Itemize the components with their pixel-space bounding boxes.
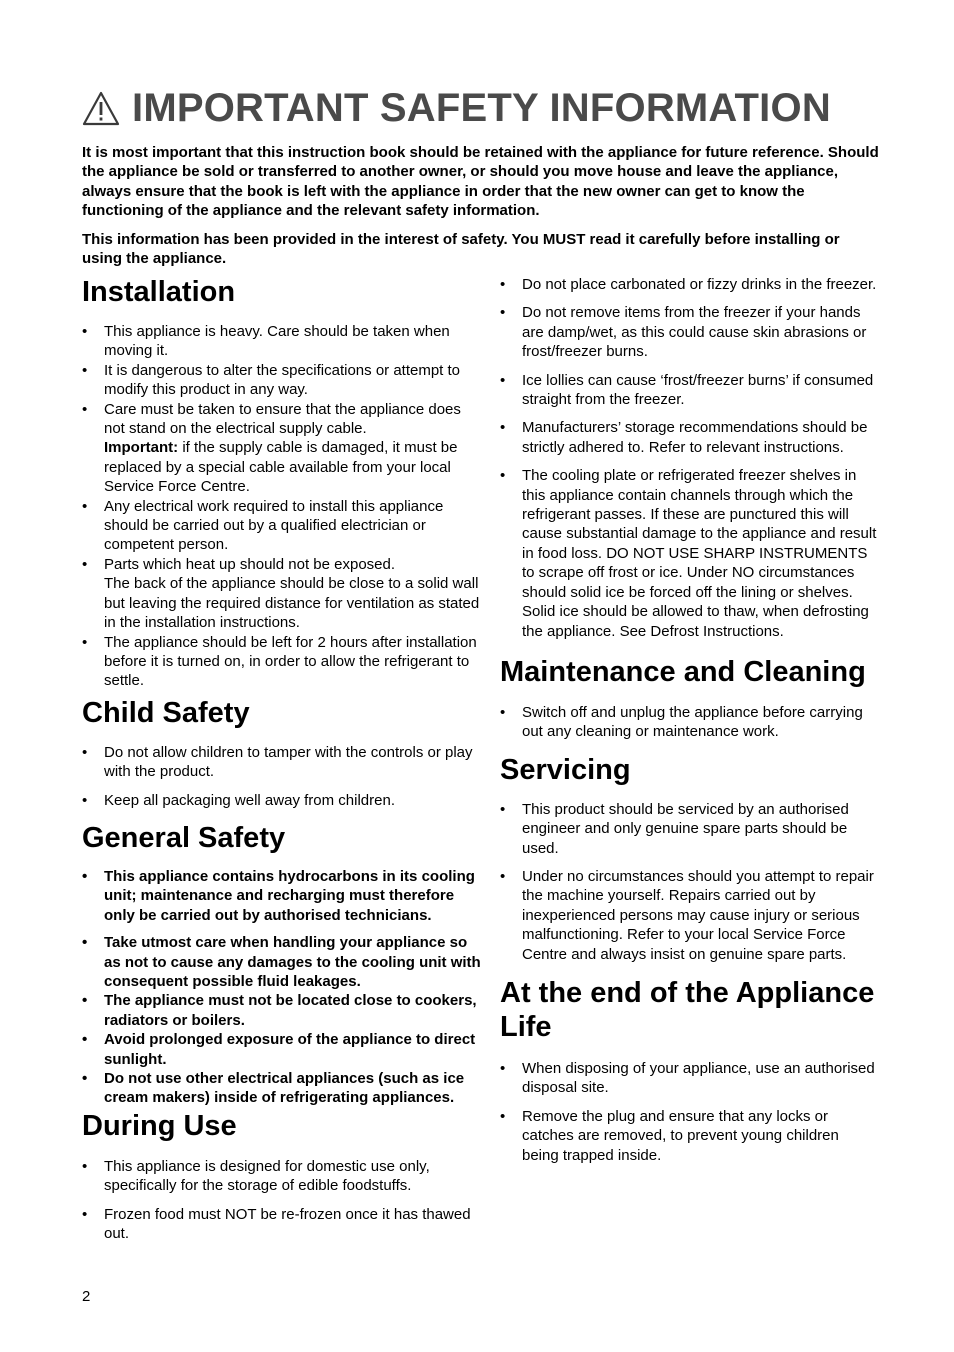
list-item: • This appliance is heavy. Care should be taken when moving it.: [82, 323, 450, 360]
general-safety-list: [82, 867, 482, 1108]
list-item: • Keep all packaging well away from children.: [82, 791, 395, 809]
warning-icon: [82, 91, 120, 126]
maintenance-heading: Maintenance and Cleaning: [500, 655, 866, 688]
maintenance-list: [500, 703, 878, 742]
during-use-heading: During Use: [82, 1109, 237, 1142]
child-safety-list: [82, 743, 482, 810]
intro-paragraph-retain: It is most important that this instruction book should be retained with the appliance for future reference. Should the appliance be sold or transferred to another owner, or should you move house and leave the appliance, always ensure that the book is left with the appliance in order that the new owner can get to know the functioning of the appliance and the relevant safety information.: [82, 144, 879, 220]
list-item: • The cooling plate or refrigerated freezer shelves in this appliance contain channels through which the refrigerant passes. If these are punctured this will cause substantial damage to the appliance and result in food loss. DO NOT USE SHARP INSTRUMENTS to scrape off frost or ice. Under NO circumstances should solid ice be forced off the lining or shelves. Solid ice should be allowed to thaw, when defrosting the appliance. See Defrost Instructions.: [500, 467, 877, 640]
list-item: • This appliance is designed for domestic use only, specifically for the storage of edible foodstuffs.: [82, 1157, 430, 1195]
list-item: • Switch off and unplug the appliance before carrying out any cleaning or maintenance work.: [500, 703, 863, 741]
page-title-text: IMPORTANT SAFETY INFORMATION: [132, 86, 831, 130]
during-use-list-continued: [500, 275, 878, 641]
list-item: • It is dangerous to alter the specifications or attempt to modify this product in any way.: [82, 361, 461, 399]
list-item: • Take utmost care when handling your appliance so as not to cause any damages to the cooling unit with consequent possible fluid leakages.: [82, 934, 481, 990]
left-column: [82, 275, 482, 1243]
right-column: [500, 275, 878, 1165]
list-item: • Remove the plug and ensure that any locks or catches are removed, to prevent young children being trapped inside.: [500, 1107, 839, 1164]
list-item: • This appliance contains hydrocarbons in its cooling unit; maintenance and recharging must therefore only be carried out by authorised technicians.: [82, 867, 475, 924]
list-item: • When disposing of your appliance, use an authorised disposal site.: [500, 1059, 875, 1097]
end-of-life-heading: At the end of the Appliance Life: [500, 976, 875, 1043]
list-item: • Do not remove items from the freezer if your hands are damp/wet, as this could cause skin abrasions or frost/freezer burns.: [500, 304, 867, 361]
list-item: • Parts which heat up should not be exposed. The back of the appliance should be close to a solid wall but leaving the required distance for ventilation as stated in the installation instructions.: [82, 555, 480, 632]
list-item: • Under no circumstances should you attempt to repair the machine yourself. Repairs carried out by inexperienced persons may cause injury or serious malfunctioning. Refer to your local Service Force Centre and always insist on genuine spare parts.: [500, 867, 874, 963]
important-label: Important:: [104, 439, 179, 457]
during-use-list: [82, 1157, 482, 1244]
installation-heading: Installation: [82, 276, 236, 308]
page-title: [82, 86, 831, 131]
list-item: • This product should be serviced by an authorised engineer and only genuine spare parts should be used.: [500, 800, 849, 857]
list-item: • Any electrical work required to install this appliance should be carried out by a qualified electrician or competent person.: [82, 497, 444, 554]
list-item: • Do not allow children to tamper with the controls or play with the product.: [82, 743, 473, 781]
list-item: • Do not place carbonated or fizzy drinks in the freezer.: [500, 276, 877, 293]
page-number: 2: [82, 1288, 91, 1305]
list-item: • Care must be taken to ensure that the appliance does not stand on the electrical supply cable. Important: if the supply cable is damaged, it must be replaced by a special cable available from your local Service Force Centre.: [82, 400, 461, 496]
end-of-life-list: [500, 1059, 878, 1165]
installation-list: [82, 322, 482, 691]
list-item: • Avoid prolonged exposure of the appliance to direct sunlight.: [82, 1031, 476, 1068]
child-safety-heading: Child Safety: [82, 696, 250, 729]
list-item: • Manufacturers’ storage recommendations should be strictly adhered to. Refer to relevant instructions.: [500, 419, 868, 456]
list-item: • Do not use other electrical appliances (such as ice cream makers) inside of refrigerating appliances.: [82, 1070, 465, 1107]
servicing-heading: Servicing: [500, 753, 631, 786]
list-item: • Ice lollies can cause ‘frost/freezer burns’ if consumed straight from the freezer.: [500, 371, 874, 409]
intro-paragraph-read: This information has been provided in the interest of safety. You MUST read it carefully before installing or using the appliance.: [82, 231, 840, 268]
list-item: • The appliance must not be located close to cookers, radiators or boilers.: [82, 992, 477, 1029]
servicing-list: [500, 800, 878, 964]
list-item: • Frozen food must NOT be re-frozen once it has thawed out.: [82, 1205, 471, 1243]
general-safety-heading: General Safety: [82, 821, 286, 854]
list-item: • The appliance should be left for 2 hours after installation before it is turned on, in order to allow the refrigerant to settle.: [82, 633, 477, 690]
